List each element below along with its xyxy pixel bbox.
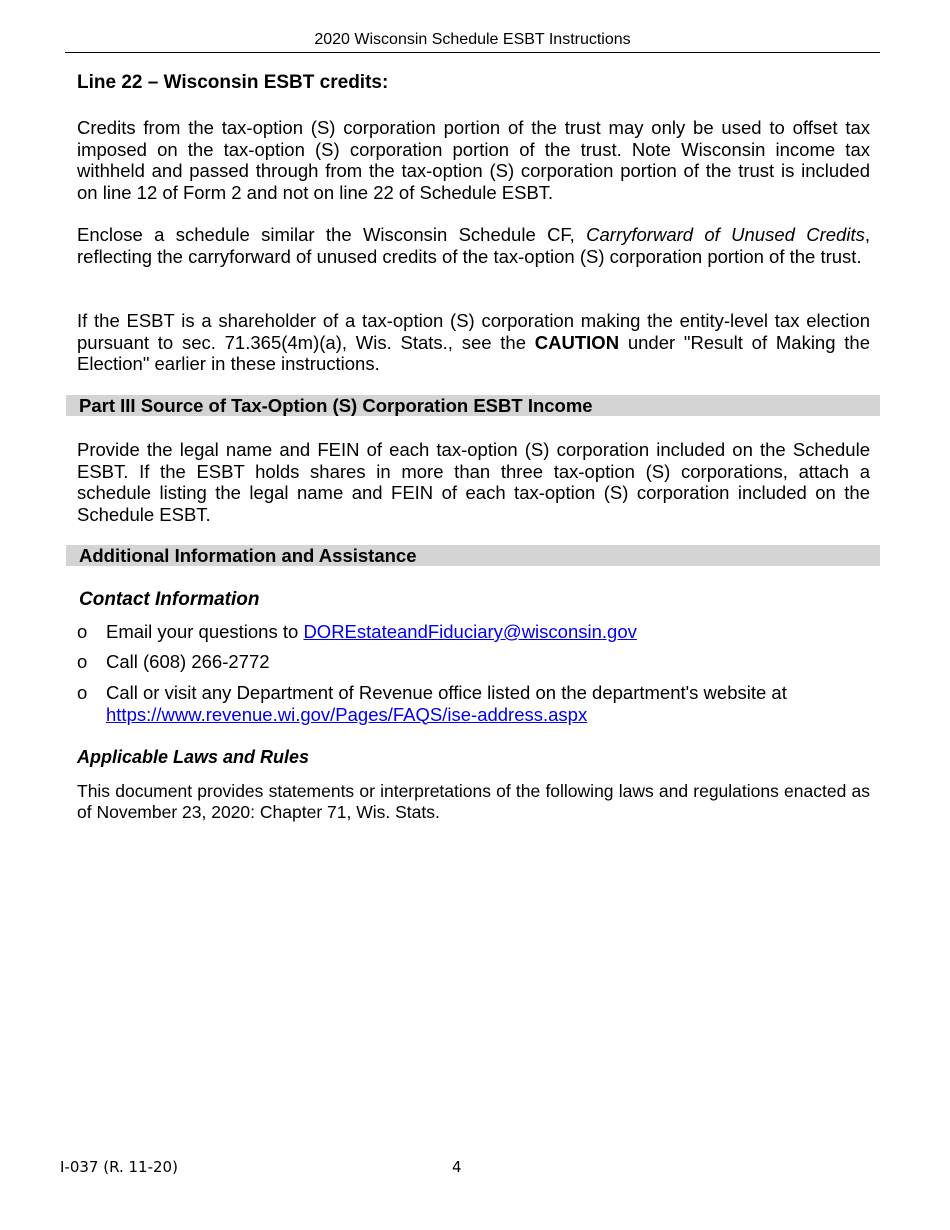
line22-heading: Line 22 – Wisconsin ESBT credits: — [77, 72, 389, 93]
page-header: 2020 Wisconsin Schedule ESBT Instructions — [65, 30, 880, 53]
contact-email-text — [106, 621, 870, 643]
laws-rules-paragraph: This document provides statements or interpretations of the following laws and regulations enacted as of November 23, 2020: Chapter 71, Wis. Stats. — [77, 781, 870, 822]
additional-info-heading: Additional Information and Assistance — [66, 545, 880, 566]
line22-paragraph-1: Credits from the tax-option (S) corporation portion of the trust may only be used to offset tax imposed on the tax-option (S) corporation portion of the trust. Note Wisconsin income tax withheld and passed through from the tax-option (S) corporation portion of the trust is included on line 12 of Form 2 and not on line 22 of Schedule ESBT. — [77, 117, 870, 203]
schedule-cf-title: Carryforward of Unused Credits — [586, 224, 865, 245]
page-number: 4 — [452, 1158, 462, 1176]
office-address-link[interactable]: https://www.revenue.wi.gov/Pages/FAQS/ise-address.aspx — [106, 703, 588, 725]
bullet-icon: ο — [77, 682, 88, 703]
line22-paragraph-2-rest: , reflecting the carryforward of unused credits of the tax-option (S) corporation portion of the trust. — [77, 224, 870, 267]
part3-heading: Part III Source of Tax-Option (S) Corporation ESBT Income — [66, 395, 880, 416]
bullet-icon: o — [77, 651, 88, 672]
caution-label: CAUTION — [534, 331, 620, 353]
line22-paragraph-3-text: If the ESBT is a shareholder of a tax-option (S) corporation making the entity-level tax election pursuant to sec. 71.365(4m)(a), Wis. Stats., see the — [77, 310, 870, 353]
line22-paragraph-2 — [77, 224, 870, 267]
part3-paragraph: Provide the legal name and FEIN of each tax-option (S) corporation included on the Schedule ESBT. If the ESBT holds shares in more than three tax-option (S) corporations, attach a schedule listing the legal name and FEIN of each tax-option (S) corporation included on the Schedule ESBT. — [77, 439, 870, 525]
bullet-icon: ο — [77, 621, 88, 642]
phone-text: Call (608) 266-2772 — [106, 651, 270, 672]
line22-paragraph-3-rest: under "Result of Making the Election" earlier in these instructions. — [77, 331, 870, 374]
line22-paragraph-2-text: Enclose a schedule similar the Wisconsin Schedule CF, — [77, 224, 587, 245]
email-label: Email your questions to — [106, 621, 304, 642]
email-link[interactable]: DOREstateandFiduciary@wisconsin.gov — [303, 621, 637, 642]
contact-office-text — [106, 682, 870, 725]
laws-rules-heading: Applicable Laws and Rules — [77, 747, 310, 767]
form-id: I-037 (R. 11-20) — [60, 1158, 178, 1176]
contact-info-heading: Contact Information — [79, 589, 260, 610]
line22-paragraph-3 — [77, 310, 870, 375]
office-label: Call or visit any Department of Revenue office listed on the department's website at — [106, 682, 787, 703]
